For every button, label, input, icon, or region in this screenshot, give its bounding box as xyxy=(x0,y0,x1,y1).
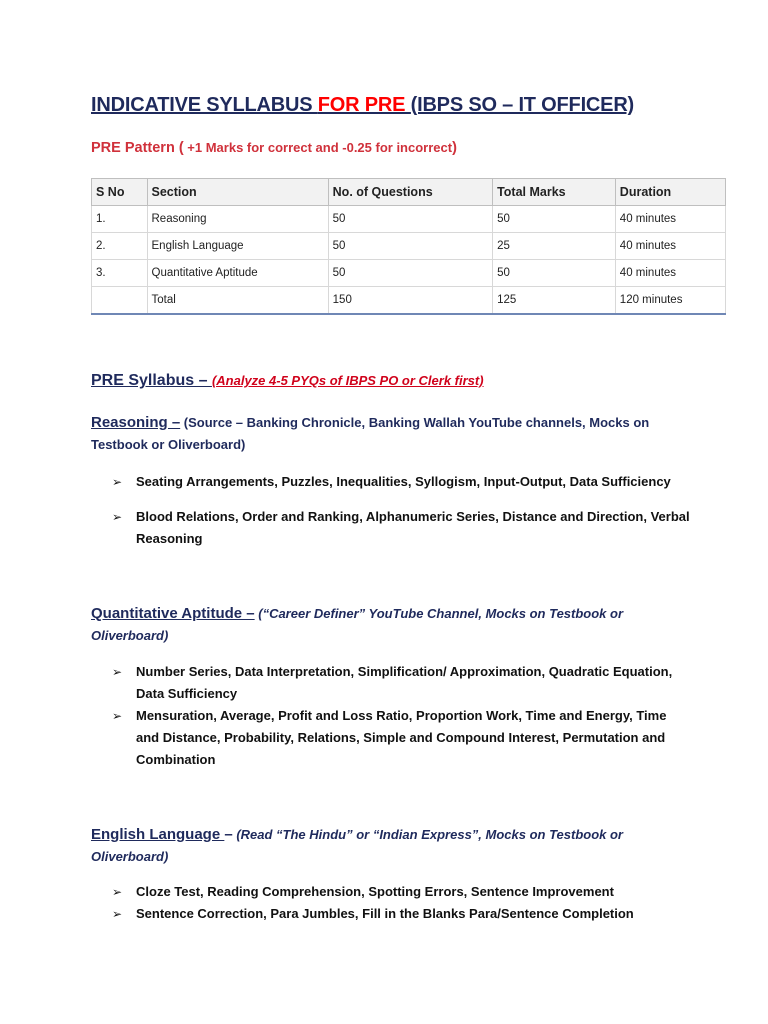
quant-heading xyxy=(91,603,691,647)
title-part3: (IBPS SO – IT OFFICER) xyxy=(410,94,635,116)
table-cell: English Language xyxy=(147,233,328,260)
table-cell: 3. xyxy=(92,260,148,287)
list-item-text: Sentence Correction, Para Jumbles, Fill in the Blanks Para/Sentence Completion xyxy=(136,906,634,921)
reasoning-list-2 xyxy=(112,506,692,550)
arrowhead-bullet-icon: ➢ xyxy=(112,510,123,524)
list-item-text: Seating Arrangements, Puzzles, Inequalities, Syllogism, Input-Output, Data Sufficiency xyxy=(136,474,671,489)
list-item-text: Number Series, Data Interpretation, Simplification/ Approximation, Quadratic Equation, Data Sufficiency xyxy=(136,664,673,701)
table-cell: 125 xyxy=(493,287,616,315)
table-cell xyxy=(92,287,148,315)
header-cell: Total Marks xyxy=(493,179,616,206)
table-cell: 25 xyxy=(493,233,616,260)
arrowhead-bullet-icon: ➢ xyxy=(112,665,123,679)
table-cell: Total xyxy=(147,287,328,315)
english-source: (Read “The Hindu” or “Indian Express”, Mocks on Testbook or Oliverboard) xyxy=(91,827,623,864)
syllabus-heading xyxy=(91,372,484,390)
header-cell: No. of Questions xyxy=(328,179,492,206)
english-dash: – xyxy=(224,826,233,843)
reasoning-source: (Source – Banking Chronicle, Banking Wallah YouTube channels, Mocks on Testbook or Oliverboard) xyxy=(91,415,650,452)
arrowhead-bullet-icon: ➢ xyxy=(112,709,123,723)
table-cell: 50 xyxy=(328,206,492,233)
arrowhead-bullet-icon: ➢ xyxy=(112,907,123,921)
list-item xyxy=(112,471,692,493)
title-part2: FOR PRE xyxy=(317,94,411,116)
table-total-row xyxy=(92,287,726,315)
table-cell: 40 minutes xyxy=(615,206,725,233)
header-cell: S No xyxy=(92,179,148,206)
table-row xyxy=(92,260,726,287)
arrowhead-bullet-icon: ➢ xyxy=(112,885,123,899)
table-row xyxy=(92,233,726,260)
pattern-table xyxy=(91,178,726,315)
list-item-text: Cloze Test, Reading Comprehension, Spotting Errors, Sentence Improvement xyxy=(136,884,614,899)
english-heading xyxy=(91,824,691,868)
header-cell: Duration xyxy=(615,179,725,206)
reasoning-title: Reasoning – xyxy=(91,414,181,431)
table-row xyxy=(92,206,726,233)
list-item xyxy=(112,903,692,925)
pattern-label: PRE Pattern ( xyxy=(91,140,184,156)
quant-source: (“Career Definer” YouTube Channel, Mocks on Testbook or Oliverboard) xyxy=(91,606,624,643)
table-cell: 1. xyxy=(92,206,148,233)
pattern-heading xyxy=(91,140,457,156)
syllabus-heading-text: PRE Syllabus – xyxy=(91,372,212,389)
table-header-row xyxy=(92,179,726,206)
header-cell: Section xyxy=(147,179,328,206)
table-cell: 2. xyxy=(92,233,148,260)
list-item xyxy=(112,661,692,705)
reasoning-heading xyxy=(91,412,691,456)
reasoning-list xyxy=(112,471,692,493)
title-part1: INDICATIVE SYLLABUS xyxy=(91,94,318,116)
pattern-note: +1 Marks for correct and -0.25 for incorrect xyxy=(183,140,453,155)
list-item xyxy=(112,506,692,550)
table-cell: 150 xyxy=(328,287,492,315)
quant-list xyxy=(112,661,692,771)
pattern-close: ) xyxy=(452,140,457,156)
page-title xyxy=(91,94,634,117)
syllabus-note: (Analyze 4-5 PYQs of IBPS PO or Clerk first) xyxy=(211,373,484,388)
table-cell: 50 xyxy=(493,206,616,233)
table-cell: 50 xyxy=(328,233,492,260)
table-cell: Quantitative Aptitude xyxy=(147,260,328,287)
list-item xyxy=(112,881,692,903)
table-cell: 40 minutes xyxy=(615,260,725,287)
table-cell: 120 minutes xyxy=(615,287,725,315)
list-item-text: Mensuration, Average, Profit and Loss Ratio, Proportion Work, Time and Energy, Time and Distance, Probability, Relations, Simple and Compound Interest, Permutation and Combination xyxy=(136,708,667,767)
list-item xyxy=(112,705,692,771)
table-cell: 50 xyxy=(493,260,616,287)
quant-title: Quantitative Aptitude – xyxy=(91,605,255,622)
table-cell: Reasoning xyxy=(147,206,328,233)
list-item-text: Blood Relations, Order and Ranking, Alphanumeric Series, Distance and Direction, Verbal Reasoning xyxy=(136,509,690,546)
table-cell: 50 xyxy=(328,260,492,287)
arrowhead-bullet-icon: ➢ xyxy=(112,475,123,489)
english-title: English Language xyxy=(91,826,225,843)
english-list xyxy=(112,881,692,925)
table-cell: 40 minutes xyxy=(615,233,725,260)
